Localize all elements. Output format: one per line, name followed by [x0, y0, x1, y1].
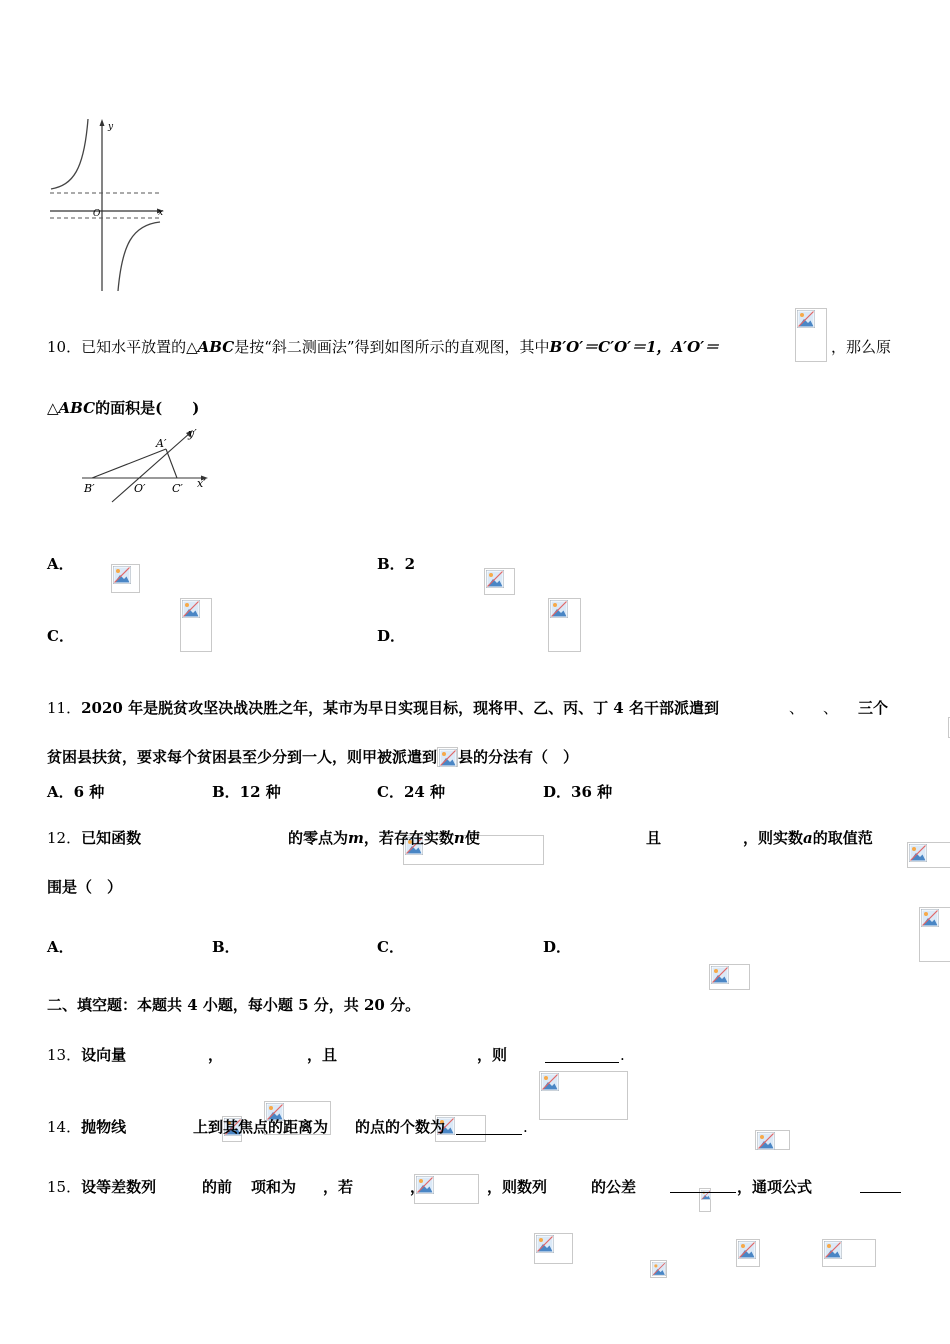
q10-text1: 已知水平放置的△ — [81, 338, 198, 356]
q12-option-d[interactable]: D． — [543, 938, 572, 956]
label-A: A′ — [156, 437, 167, 450]
q10-abc: ABC — [197, 338, 235, 356]
oblique-figure — [76, 423, 216, 508]
q10-option-c[interactable]: C． — [47, 627, 74, 645]
label-C: C′ — [172, 482, 183, 495]
q15-t2: 的前 — [202, 1178, 233, 1196]
answer-blank-14[interactable] — [456, 1134, 522, 1135]
q13-end: . — [620, 1046, 625, 1064]
q15-t7: 的公差 — [591, 1178, 637, 1196]
q12-end: ，则实数a的取值范 — [743, 829, 873, 847]
label-B: B′ — [84, 482, 95, 495]
q12-option-b-image — [919, 907, 950, 962]
q11-sep2: 、 — [823, 699, 839, 717]
q15-t4: ，若 — [323, 1178, 354, 1196]
answer-blank-15b[interactable] — [860, 1192, 901, 1193]
q12-line2: 围是（ ） — [47, 878, 123, 896]
triangle-symbol: △ — [47, 399, 59, 417]
hyperbola-right-branch — [118, 222, 160, 291]
q10-option-c-image — [180, 598, 212, 652]
q11-line1-end: 三个 — [858, 699, 889, 717]
condition-image-b — [539, 1071, 628, 1120]
formula-image — [795, 308, 827, 362]
q12-mid: 的零点为m，若存在实数n使 — [288, 829, 480, 847]
q10-line1 — [47, 337, 719, 357]
q13-comma: ， — [208, 1046, 224, 1064]
q12-option-a-image — [709, 964, 750, 990]
q14-tail: 的点的个数为 — [355, 1118, 446, 1136]
q13-start: 13．设向量 — [47, 1046, 127, 1064]
q10-abc-2: ABC — [58, 399, 96, 417]
q11-sep1: 、 — [789, 699, 805, 717]
q12-option-c[interactable]: C． — [377, 938, 404, 956]
q10-line2 — [47, 398, 199, 418]
q11-option-b[interactable]: B．12 种 — [212, 783, 281, 801]
q10-option-d-image — [548, 598, 581, 652]
q10-option-a[interactable]: A． — [47, 555, 74, 573]
answer-blank-13[interactable] — [545, 1062, 619, 1063]
q13-then: ，则 — [477, 1046, 508, 1064]
q11-line2: 贫困县扶贫，要求每个贫困县至少分到一人，则甲被派遣到 县的分法有（ ） — [47, 748, 579, 766]
q10-number: 10． — [47, 338, 82, 356]
hyperbola-graph — [48, 115, 173, 295]
q10-text2: 是按“斜二测画法”得到如图所示的直观图，其中 — [234, 338, 550, 356]
answer-blank-15a[interactable] — [670, 1192, 736, 1193]
q10-option-d[interactable]: D． — [377, 627, 406, 645]
label-O: O′ — [134, 482, 146, 495]
q14-end: . — [523, 1118, 528, 1136]
q11-line1: 11．2020 年是脱贫攻坚决战决胜之年，某市为早日实现目标，现将甲、乙、丙、丁 4 名干部派遣到 — [47, 699, 719, 717]
label-y: y′ — [188, 427, 197, 440]
condition-image-15a — [822, 1239, 876, 1267]
q12-option-b[interactable]: B． — [212, 938, 240, 956]
q10-text3: ，那么原 — [831, 338, 892, 356]
q10-option-a-image — [111, 564, 140, 593]
sn-image — [736, 1239, 760, 1267]
q11-option-a[interactable]: A．6 种 — [47, 783, 105, 801]
q11-option-c[interactable]: C．24 种 — [377, 783, 446, 801]
sequence-image — [534, 1233, 573, 1264]
condition-image-1 — [907, 842, 950, 868]
q11-option-d[interactable]: D．36 种 — [543, 783, 613, 801]
q14-start: 14．抛物线 — [47, 1118, 127, 1136]
section-2-heading: 二、填空题：本题共 4 小题，每小题 5 分，共 20 分。 — [47, 996, 421, 1014]
q15-t5: ， — [410, 1178, 426, 1196]
q12-and: 且 — [646, 829, 662, 847]
q15-t6: ，则数列 — [487, 1178, 548, 1196]
q10-option-b[interactable]: B．2 — [377, 555, 416, 573]
q14-mid: 上到其焦点的距离为 — [193, 1118, 329, 1136]
q10-option-b-image — [484, 568, 515, 595]
q15-t3: 项和为 — [251, 1178, 297, 1196]
q10-line2-text: 的面积是( ) — [95, 399, 200, 417]
hyperbola-left-branch — [51, 119, 88, 189]
q15-t8: ，通项公式 — [737, 1178, 813, 1196]
county-image-4 — [437, 747, 458, 767]
q12-number-text: 12．已知函数 — [47, 829, 142, 847]
y-axis-label: y — [108, 122, 114, 132]
q12-option-a[interactable]: A． — [47, 938, 74, 956]
result-image — [755, 1130, 790, 1150]
q10-eq1: B′O′＝C′O′＝1，A′O′＝ — [549, 338, 720, 356]
q15-start: 15．设等差数列 — [47, 1178, 157, 1196]
x-axis-label: x — [158, 208, 164, 218]
origin-label: O — [93, 209, 101, 219]
label-x: x′ — [197, 477, 206, 490]
q13-and: ，且 — [307, 1046, 338, 1064]
n-image — [650, 1260, 667, 1278]
